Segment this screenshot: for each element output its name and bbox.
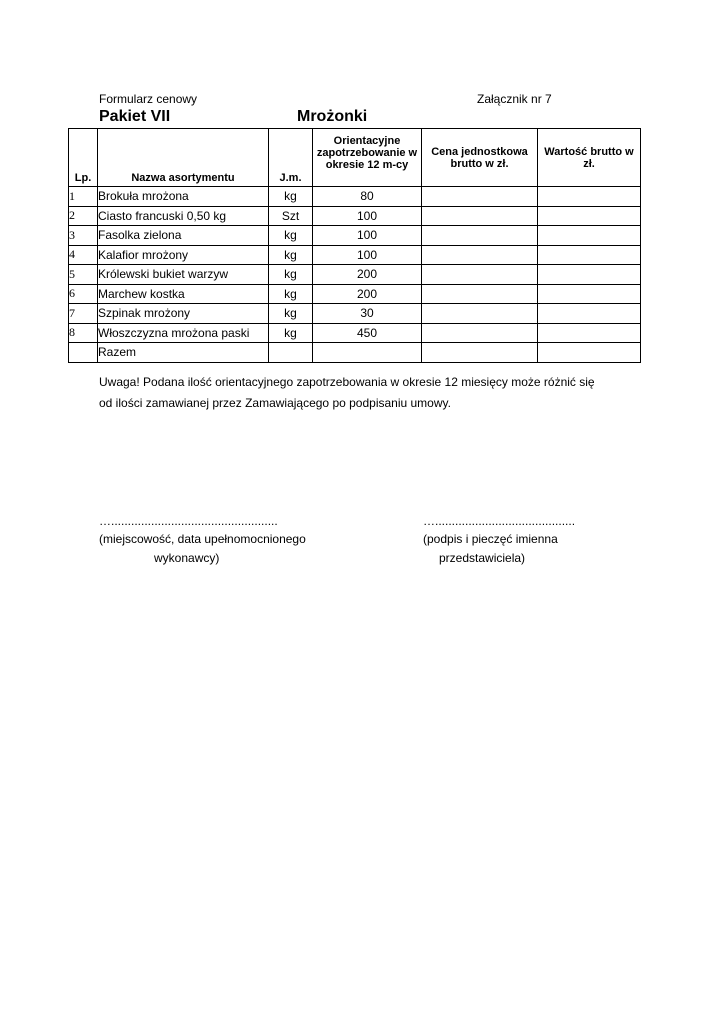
total-empty-cell — [538, 343, 641, 363]
left-signature-label-2: wykonawcy) — [154, 551, 220, 565]
cell-unit-price — [422, 187, 538, 207]
column-header-unit: J.m. — [269, 129, 313, 187]
cell-gross-value — [538, 245, 641, 265]
note-text — [99, 372, 595, 414]
cell-lp: 8 — [69, 323, 98, 343]
left-signature-dots: ….................................................. — [99, 514, 278, 528]
cell-unit: kg — [269, 265, 313, 285]
cell-lp: 5 — [69, 265, 98, 285]
form-label: Formularz cenowy — [99, 92, 198, 106]
cell-quantity: 30 — [313, 304, 422, 324]
table-row — [69, 206, 641, 226]
cell-lp: 2 — [69, 206, 98, 226]
cell-quantity: 100 — [313, 226, 422, 246]
note-line-2: od ilości zamawianej przez Zamawiającego po podpisaniu umowy. — [99, 396, 451, 410]
cell-gross-value — [538, 265, 641, 285]
table-row — [69, 265, 641, 285]
total-empty-cell — [313, 343, 422, 363]
cell-name: Brokuła mrożona — [98, 187, 269, 207]
cell-unit: kg — [269, 226, 313, 246]
right-signature-label-1: (podpis i pieczęć imienna — [423, 532, 558, 546]
table-row — [69, 245, 641, 265]
cell-gross-value — [538, 187, 641, 207]
cell-unit: kg — [269, 304, 313, 324]
cell-lp: 1 — [69, 187, 98, 207]
cell-quantity: 200 — [313, 265, 422, 285]
category-title: Mrożonki — [297, 108, 368, 125]
table-row — [69, 187, 641, 207]
cell-lp: 3 — [69, 226, 98, 246]
column-header-unit-price: Cena jednostkowa brutto w zł. — [422, 129, 538, 187]
cell-quantity: 200 — [313, 284, 422, 304]
table-row — [69, 284, 641, 304]
cell-gross-value — [538, 304, 641, 324]
total-label: Razem — [98, 343, 269, 363]
note-line-1: Uwaga! Podana ilość orientacyjnego zapotrzebowania w okresie 12 miesięcy może różnić się — [99, 375, 595, 389]
cell-unit: kg — [269, 284, 313, 304]
right-signature-dots: ….......................................... — [423, 514, 576, 528]
total-empty-cell — [269, 343, 313, 363]
cell-unit: kg — [269, 323, 313, 343]
cell-name: Włoszczyzna mrożona paski — [98, 323, 269, 343]
column-header-lp: Lp. — [69, 129, 98, 187]
cell-gross-value — [538, 284, 641, 304]
cell-unit-price — [422, 206, 538, 226]
cell-name: Marchew kostka — [98, 284, 269, 304]
total-empty-cell — [69, 343, 98, 363]
cell-unit: kg — [269, 187, 313, 207]
cell-lp: 4 — [69, 245, 98, 265]
table-header-row — [69, 129, 641, 187]
cell-quantity: 450 — [313, 323, 422, 343]
cell-unit: Szt — [269, 206, 313, 226]
cell-name: Kalafior mrożony — [98, 245, 269, 265]
total-row — [69, 343, 641, 363]
cell-gross-value — [538, 323, 641, 343]
cell-quantity: 80 — [313, 187, 422, 207]
column-header-quantity: Orientacyjne zapotrzebowanie w okresie 12 m-cy — [313, 129, 422, 187]
package-title: Pakiet VII — [99, 108, 171, 125]
cell-name: Ciasto francuski 0,50 kg — [98, 206, 269, 226]
cell-lp: 6 — [69, 284, 98, 304]
cell-lp: 7 — [69, 304, 98, 324]
cell-unit-price — [422, 245, 538, 265]
cell-quantity: 100 — [313, 245, 422, 265]
cell-name: Szpinak mrożony — [98, 304, 269, 324]
column-header-name: Nazwa asortymentu — [98, 129, 269, 187]
cell-unit-price — [422, 284, 538, 304]
cell-unit-price — [422, 304, 538, 324]
total-empty-cell — [422, 343, 538, 363]
price-table — [68, 128, 641, 363]
cell-name: Królewski bukiet warzyw — [98, 265, 269, 285]
column-header-gross-value: Wartość brutto w zł. — [538, 129, 641, 187]
cell-unit-price — [422, 323, 538, 343]
cell-name: Fasolka zielona — [98, 226, 269, 246]
table-row — [69, 323, 641, 343]
table-row — [69, 226, 641, 246]
cell-quantity: 100 — [313, 206, 422, 226]
attachment-label: Załącznik nr 7 — [477, 92, 552, 106]
cell-gross-value — [538, 206, 641, 226]
cell-unit-price — [422, 265, 538, 285]
cell-unit: kg — [269, 245, 313, 265]
table-row — [69, 304, 641, 324]
right-signature-label-2: przedstawiciela) — [439, 551, 526, 565]
cell-unit-price — [422, 226, 538, 246]
left-signature-label-1: (miejscowość, data upełnomocnionego — [99, 532, 306, 546]
cell-gross-value — [538, 226, 641, 246]
